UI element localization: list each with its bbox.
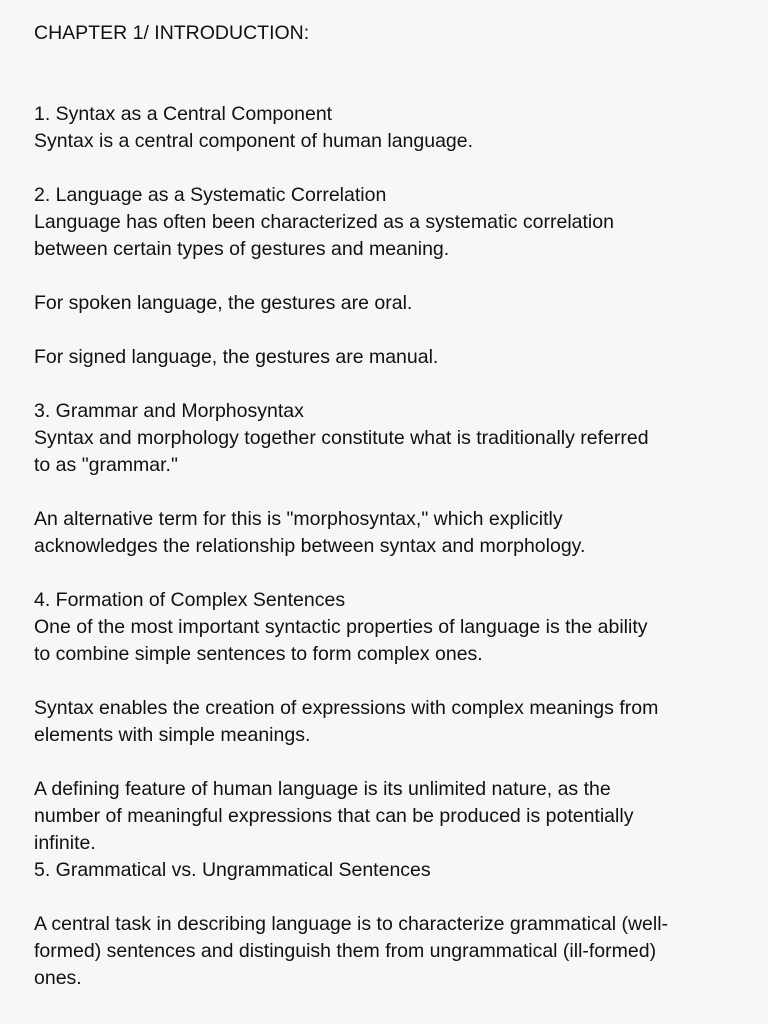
body-text-line: number of meaningful expressions that can be produced is potentially: [34, 805, 634, 827]
body-text-line: One of the most important syntactic properties of language is the ability: [34, 616, 648, 638]
section-heading: 5. Grammatical vs. Ungrammatical Sentences: [34, 859, 431, 881]
body-text-line: between certain types of gestures and meaning.: [34, 238, 450, 260]
spacer: [34, 47, 734, 101]
spacer: [34, 884, 734, 911]
body-text-line: acknowledges the relationship between syntax and morphology.: [34, 535, 586, 557]
spacer: [34, 317, 734, 344]
body-text-line: A central task in describing language is to characterize grammatical (well-: [34, 913, 669, 935]
section-heading: 2. Language as a Systematic Correlation: [34, 184, 387, 206]
spacer: [34, 263, 734, 290]
body-text-line: Syntax and morphology together constitute what is traditionally referred: [34, 427, 649, 449]
body-text-line: elements with simple meanings.: [34, 724, 311, 746]
spacer: [34, 560, 734, 587]
section-heading: 3. Grammar and Morphosyntax: [34, 400, 304, 422]
body-text-line: infinite.: [34, 832, 96, 854]
chapter-title: CHAPTER 1/ INTRODUCTION:: [34, 22, 310, 44]
body-text-line: ones.: [34, 967, 82, 989]
spacer: [34, 371, 734, 398]
body-text-line: to combine simple sentences to form complex ones.: [34, 643, 483, 665]
section-heading: 1. Syntax as a Central Component: [34, 103, 333, 125]
spacer: [34, 749, 734, 776]
body-text-line: An alternative term for this is "morphosyntax," which explicitly: [34, 508, 563, 530]
spacer: [34, 479, 734, 506]
body-text-line: formed) sentences and distinguish them from ungrammatical (ill-formed): [34, 940, 657, 962]
body-paragraph: For signed language, the gestures are manual.: [34, 346, 439, 368]
body-text-line: Syntax enables the creation of expressions with complex meanings from: [34, 697, 659, 719]
body-text-line: Syntax is a central component of human language.: [34, 130, 474, 152]
body-text-line: Language has often been characterized as a systematic correlation: [34, 211, 614, 233]
section-heading: 4. Formation of Complex Sentences: [34, 589, 346, 611]
body-paragraph: For spoken language, the gestures are oral.: [34, 292, 413, 314]
body-text-line: A defining feature of human language is its unlimited nature, as the: [34, 778, 611, 800]
spacer: [34, 668, 734, 695]
spacer: [34, 155, 734, 182]
body-text-line: to as "grammar.": [34, 454, 178, 476]
